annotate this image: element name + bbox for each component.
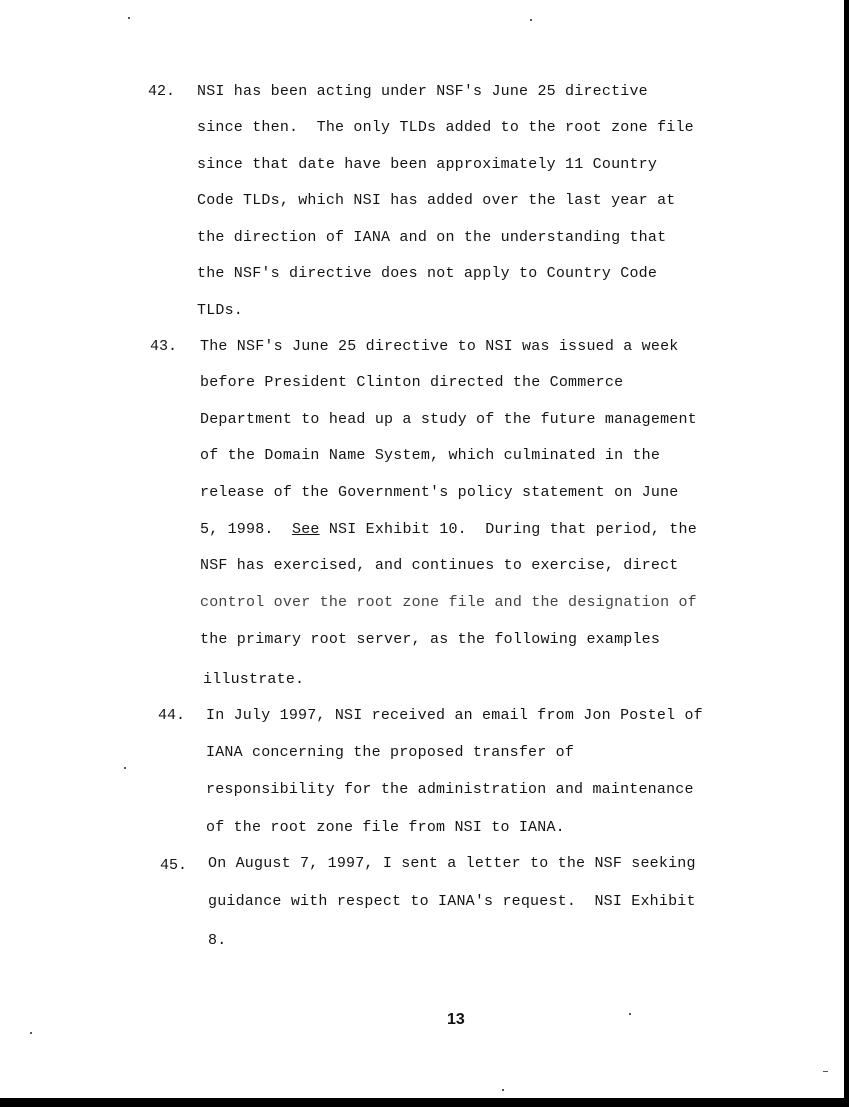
paragraph-line: of the root zone file from NSI to IANA. [206, 819, 565, 836]
paragraph-line: NSI has been acting under NSF's June 25 directive [197, 83, 648, 100]
paragraph-line: the NSF's directive does not apply to Country Code [197, 265, 658, 282]
scan-speck [502, 1089, 504, 1091]
paragraph-line: control over the root zone file and the designation of [200, 594, 697, 611]
paragraph-line: release of the Government's policy statement on June [200, 484, 679, 501]
paragraph-line: the direction of IANA and on the understanding that [197, 229, 667, 246]
paragraph-line [200, 521, 697, 539]
paragraph-line: On August 7, 1997, I sent a letter to the NSF seeking [208, 855, 696, 872]
paragraph-line: Code TLDs, which NSI has added over the last year at [197, 192, 676, 209]
paragraph-line: illustrate. [203, 671, 305, 688]
paragraph-line: of the Domain Name System, which culminated in the [200, 447, 661, 464]
paragraph-line: 8. [208, 932, 227, 949]
line-rest: NSI Exhibit 10. During that period, the [319, 521, 697, 538]
paragraph-line: In July 1997, NSI received an email from Jon Postel of [206, 707, 703, 724]
scan-speck [530, 19, 532, 21]
page-number: 13 [447, 1011, 465, 1028]
scan-speck [823, 1071, 828, 1072]
paragraph-line: Department to head up a study of the future management [200, 411, 697, 428]
paragraph-line: before President Clinton directed the Commerce [200, 374, 624, 391]
line-start: 5, 1998. [200, 521, 274, 538]
paragraph-number: 44. [158, 707, 186, 724]
paragraph-number: 45. [160, 857, 188, 874]
scan-speck [128, 17, 130, 19]
paragraph-number: 43. [150, 338, 178, 355]
paragraph-line: responsibility for the administration and maintenance [206, 781, 694, 798]
scan-speck [124, 767, 126, 769]
paragraph-number: 42. [148, 83, 176, 100]
scan-speck [30, 1032, 32, 1034]
paragraph-line: NSF has exercised, and continues to exercise, direct [200, 557, 679, 574]
scan-speck [629, 1013, 631, 1015]
paragraph-line: since that date have been approximately 11 Country [197, 156, 658, 173]
see-citation: See [292, 521, 320, 538]
paragraph-line: the primary root server, as the following examples [200, 631, 661, 648]
paragraph-line: The NSF's June 25 directive to NSI was issued a week [200, 338, 679, 355]
paragraph-line: IANA concerning the proposed transfer of [206, 744, 575, 761]
paragraph-line: since then. The only TLDs added to the root zone file [197, 119, 694, 136]
paragraph-line: TLDs. [197, 302, 244, 319]
paragraph-line: guidance with respect to IANA's request. NSI Exhibit [208, 893, 696, 910]
